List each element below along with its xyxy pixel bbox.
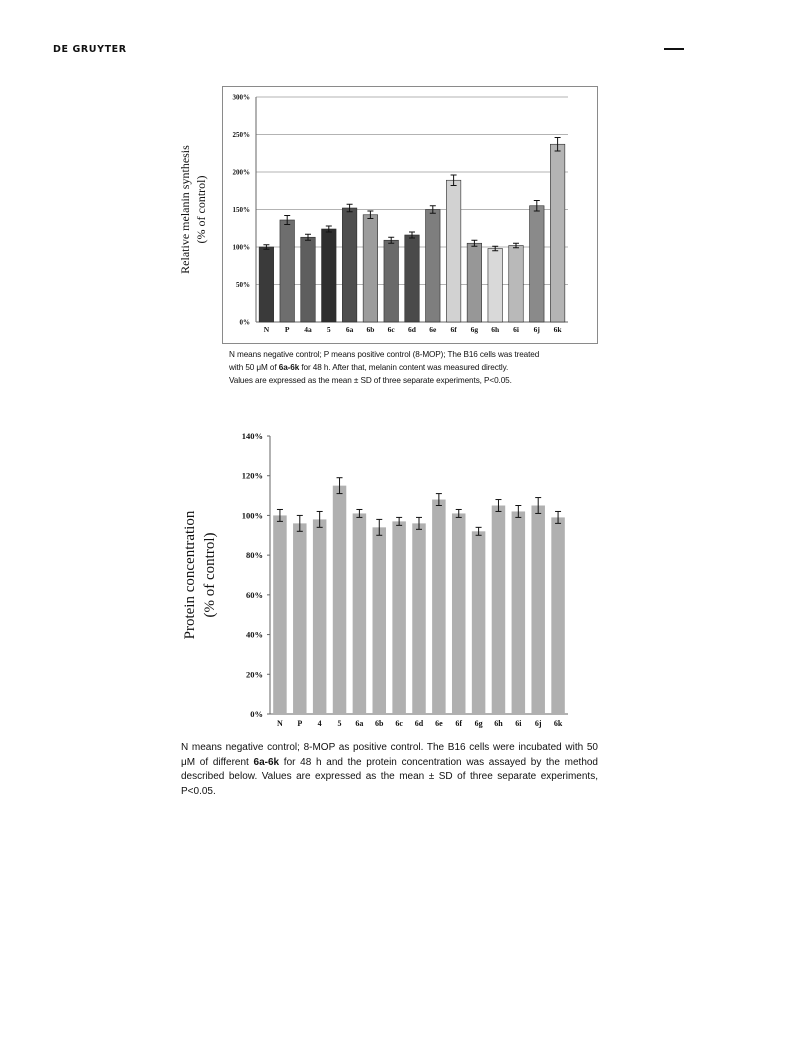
melanin-xtick-label-6a: 6a — [345, 325, 354, 334]
melanin-xtick-label-6h: 6h — [491, 325, 500, 334]
protein-ytick-label: 100% — [241, 510, 263, 521]
protein-bar-6c — [392, 521, 406, 714]
protein-xtick-label-6h: 6h — [494, 719, 503, 728]
protein-ytick-label: 80% — [246, 550, 263, 561]
protein-bar-6h — [492, 506, 506, 715]
melanin-bar-N — [259, 247, 274, 322]
melanin-bar-6b — [363, 215, 378, 322]
protein-ytick-label: 60% — [246, 589, 263, 600]
protein-xtick-label-P: P — [297, 719, 303, 728]
melanin-bar-6k — [550, 144, 565, 322]
melanin-ytick-label: 150% — [232, 205, 250, 214]
melanin-ytick-label: 0% — [239, 318, 250, 327]
protein-xtick-label-6b: 6b — [375, 719, 384, 728]
melanin-xtick-label-P: P — [284, 325, 290, 334]
melanin-bar-P — [280, 220, 295, 322]
melanin-xtick-label-6j: 6j — [533, 325, 540, 334]
protein-xtick-label-6j: 6j — [534, 719, 542, 728]
caption2-bold: 6a-6k — [253, 756, 280, 768]
caption1-line2-bold: 6a-6k — [278, 363, 300, 372]
caption1-line3: Values are expressed as the mean ± SD of three separate experiments, P<0.05. — [229, 376, 512, 385]
melanin-xtick-label-6k: 6k — [553, 325, 562, 334]
protein-bar-6i — [512, 511, 526, 714]
melanin-xtick-label-6g: 6g — [470, 325, 479, 334]
melanin-xtick-label-4a: 4a — [304, 325, 312, 334]
protein-ytick-label: 40% — [246, 629, 263, 640]
melanin-bar-6f — [446, 180, 461, 322]
melanin-ytick-label: 50% — [236, 280, 250, 289]
melanin-ytick-label: 250% — [232, 130, 250, 139]
protein-bar-P — [293, 523, 307, 714]
protein-bar-5 — [333, 486, 347, 714]
melanin-bar-5 — [322, 229, 337, 322]
melanin-bar-6i — [509, 246, 524, 323]
protein-ylabel-line-1: Protein concentration — [182, 510, 198, 640]
melanin-xtick-label-6c: 6c — [387, 325, 395, 334]
melanin-ytick-label: 100% — [232, 243, 250, 252]
melanin-bar-6c — [384, 240, 399, 322]
protein-bar-6g — [472, 531, 486, 714]
protein-bar-6d — [412, 523, 426, 714]
caption2-post: for 48 h and the protein concentration was assayed by the method described below. Values are expressed as the mean ± SD of three separate experiments, P<0.05. — [181, 756, 598, 797]
protein-xtick-label-5: 5 — [337, 719, 342, 728]
melanin-bar-6g — [467, 243, 482, 322]
protein-xtick-label-6k: 6k — [553, 719, 563, 728]
melanin-xtick-label-6f: 6f — [450, 325, 457, 334]
protein-ytick-label: 0% — [250, 708, 263, 719]
melanin-ytick-label: 200% — [232, 168, 250, 177]
chart2-caption — [181, 741, 598, 799]
protein-xtick-label-6f: 6f — [455, 719, 463, 728]
protein-xtick-label-4: 4 — [317, 719, 322, 728]
protein-ytick-label: 120% — [241, 470, 263, 481]
melanin-bar-4a — [301, 237, 316, 322]
protein-bar-6e — [432, 500, 446, 714]
melanin-xtick-label-6e: 6e — [429, 325, 437, 334]
caption1-line2-post: for 48 h. After that, melanin content was measured directly. — [299, 363, 509, 372]
protein-bar-6f — [452, 513, 466, 714]
melanin-bar-6a — [342, 208, 357, 322]
chart1-caption — [229, 348, 601, 387]
melanin-xtick-label-6d: 6d — [408, 325, 416, 334]
melanin-bar-6j — [530, 206, 545, 322]
caption1-line1: N means negative control; P means positive control (8-MOP); The B16 cells was treated — [229, 350, 540, 359]
melanin-ytick-label: 300% — [232, 93, 250, 102]
protein-xtick-label-6g: 6g — [474, 719, 483, 728]
protein-ylabel-line-2: (% of control) — [202, 532, 218, 618]
journal-brand: DE GRUYTER — [53, 44, 127, 55]
melanin-xtick-label-6i: 6i — [513, 325, 519, 334]
protein-bar-6j — [531, 506, 545, 715]
protein-xtick-label-6c: 6c — [395, 719, 403, 728]
caption2-pre: N means negative control; 8-MOP as positive control. The B16 cells were incubated with 50 μM of different — [181, 742, 598, 768]
protein-ytick-label: 140% — [241, 430, 263, 441]
protein-ytick-label: 20% — [246, 669, 263, 680]
melanin-ylabel-line-2: (% of control) — [194, 175, 208, 244]
melanin-bar-6h — [488, 249, 503, 323]
melanin-bar-6d — [405, 235, 420, 322]
melanin-bar-6e — [426, 210, 441, 323]
protein-chart-group — [182, 431, 568, 728]
protein-bar-6b — [373, 527, 387, 714]
protein-bar-6a — [353, 513, 367, 714]
protein-xtick-label-6d: 6d — [414, 719, 424, 728]
protein-xtick-label-6i: 6i — [515, 719, 522, 728]
protein-bar-6k — [551, 517, 565, 714]
melanin-xtick-label-6b: 6b — [366, 325, 375, 334]
protein-bar-N — [273, 515, 287, 714]
protein-bar-4 — [313, 519, 327, 714]
melanin-xtick-label-5: 5 — [326, 325, 331, 334]
melanin-ylabel-line-1: Relative melanin synthesis — [178, 145, 192, 274]
protein-xtick-label-6a: 6a — [355, 719, 364, 728]
protein-xtick-label-6e: 6e — [435, 719, 443, 728]
melanin-xtick-label-N: N — [263, 325, 270, 334]
protein-xtick-label-N: N — [277, 719, 283, 728]
caption1-line2-pre: with 50 μM of — [229, 363, 279, 372]
melanin-chart-group — [178, 93, 568, 334]
